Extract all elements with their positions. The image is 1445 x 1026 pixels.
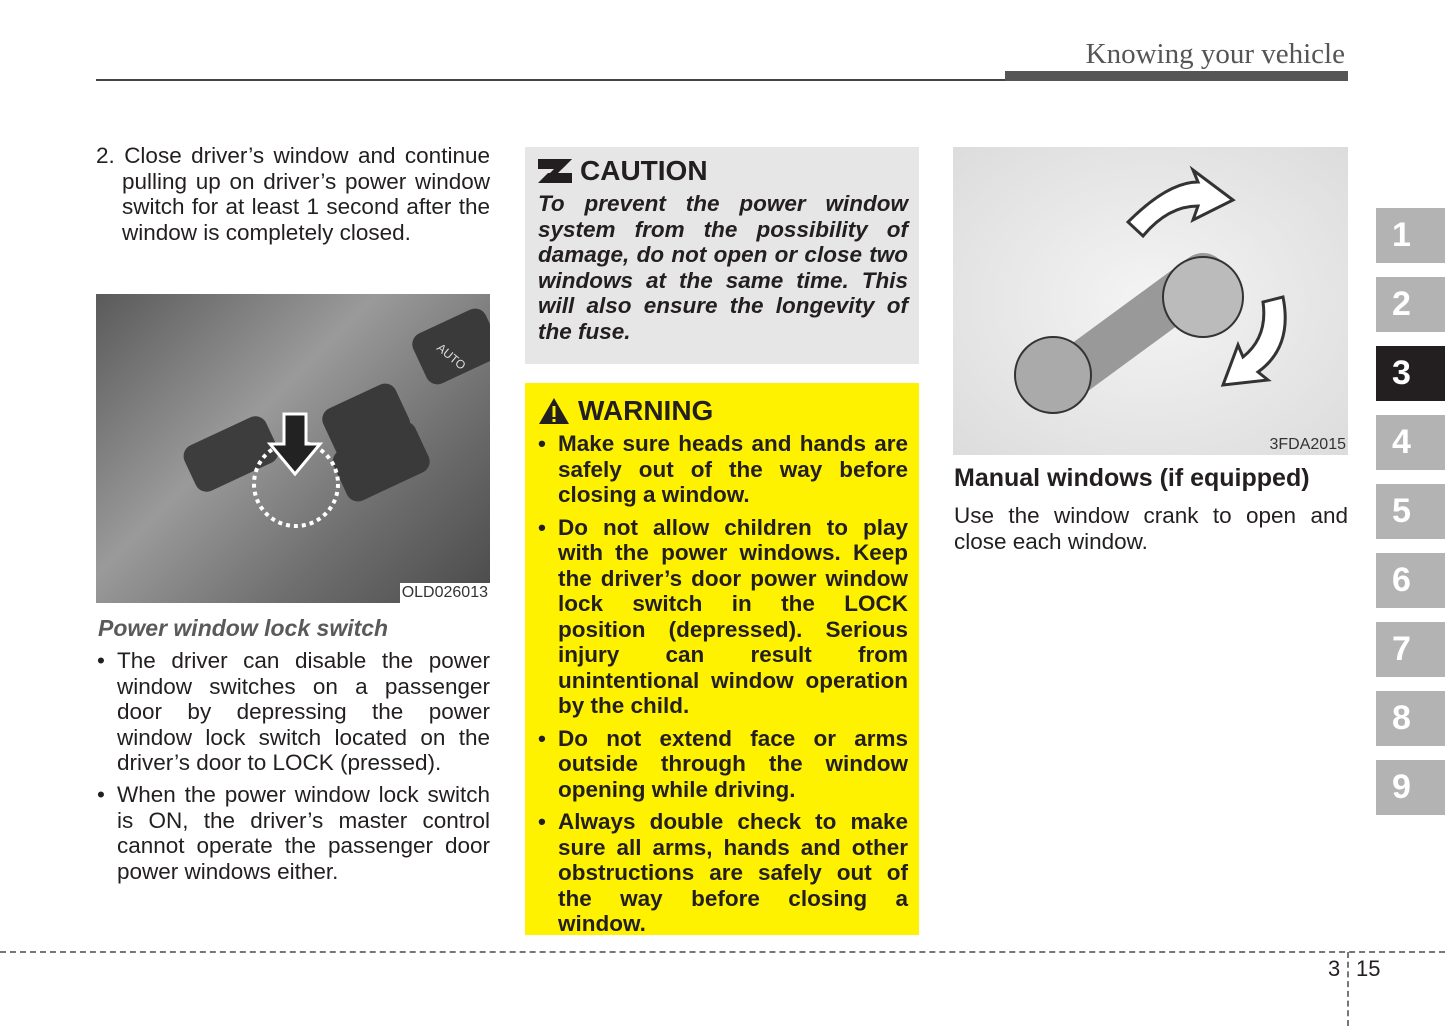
rotate-arrow-icon — [1128, 170, 1233, 236]
page-number: 15 — [1356, 956, 1381, 981]
image-caption: Power window lock switch — [98, 615, 389, 641]
auto-label: AUTO — [434, 340, 469, 373]
warning-box — [525, 383, 919, 935]
bullet-item: • The driver can disable the power window switches on a passenger door by depressing the power window lock switch located on the driver’s door to LOCK (pressed). — [96, 648, 490, 776]
caution-box — [525, 147, 919, 364]
caution-text: To prevent the power window system from the possibility of damage, do not open or close two windows at the same time. This will also ensure the longevity of the fuse. — [538, 191, 908, 344]
section-heading: Manual windows (if equipped) — [954, 464, 1310, 492]
chapter-tab-7[interactable]: 7 — [1376, 622, 1445, 677]
chapter-tab-3[interactable]: 3 — [1376, 346, 1445, 401]
chapter-tab-9[interactable]: 9 — [1376, 760, 1445, 815]
step-text: 2. Close driver’s window and continue pulling up on driver’s power window switch for at least 1 second after the window is completely closed. — [96, 143, 490, 245]
chapter-tab-4[interactable]: 4 — [1376, 415, 1445, 470]
footer-rule — [0, 951, 1445, 953]
body-text: Use the window crank to open and close each window. — [954, 503, 1348, 554]
header-bar — [1005, 71, 1348, 81]
chapter-tab-8[interactable]: 8 — [1376, 691, 1445, 746]
warning-item: • Make sure heads and hands are safely out of the way before closing a window. — [538, 431, 908, 508]
image-code: 3FDA2015 — [1269, 436, 1346, 453]
image-code: OLD026013 — [401, 584, 488, 601]
warning-triangle-icon — [538, 397, 570, 425]
header-rule — [96, 79, 1006, 81]
warning-item: • Do not extend face or arms outside through the window opening while driving. — [538, 726, 908, 803]
press-arrow-icon — [270, 414, 320, 474]
power-window-switch-image — [96, 294, 490, 603]
section-title: Knowing your vehicle — [1085, 38, 1345, 70]
warning-title: WARNING — [578, 395, 714, 426]
warning-item: • Always double check to make sure all arms, hands and other obstructions are safely out of the way before closing a window. — [538, 809, 908, 937]
chapter-tab-6[interactable]: 6 — [1376, 553, 1445, 608]
chapter-tab-5[interactable]: 5 — [1376, 484, 1445, 539]
caution-stripe-icon — [538, 159, 572, 183]
page-section: 3 — [1328, 956, 1341, 981]
chapter-tab-2[interactable]: 2 — [1376, 277, 1445, 332]
warning-item: • Do not allow children to play with the power windows. Keep the driver’s door power window lock switch in the LOCK position (depressed). Serious injury can result from unintentional window operation by the child. — [538, 515, 908, 719]
window-crank-image — [953, 147, 1348, 455]
bullet-item: • When the power window lock switch is ON, the driver’s master control cannot operate the passenger door power windows either. — [96, 782, 490, 884]
chapter-tab-1[interactable]: 1 — [1376, 208, 1445, 263]
page-divider — [1347, 952, 1349, 1026]
caution-title: CAUTION — [580, 155, 708, 186]
